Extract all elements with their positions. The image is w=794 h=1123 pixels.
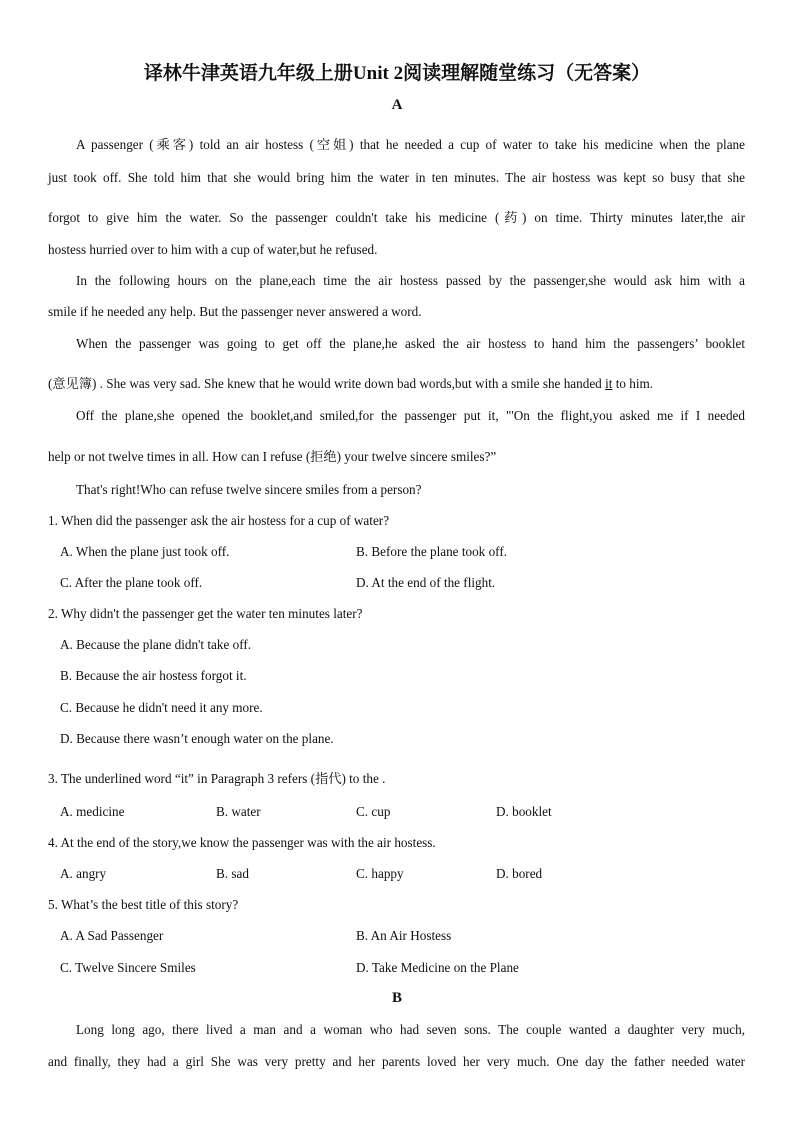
paragraph-line: forgot to give him the water. So the passenger couldn't take his medicine (药) on time. Thirty minutes later,the air (48, 210, 745, 225)
underlined-word-it: it (605, 376, 613, 391)
question-1-option-d: D. At the end of the flight. (356, 575, 496, 590)
question-4-option-a: A. angry (60, 866, 107, 881)
question-5-option-c: C. Twelve Sincere Smiles (60, 960, 196, 975)
question-3-option-c: C. cup (356, 804, 391, 819)
question-1-option-b: B. Before the plane took off. (356, 544, 508, 559)
question-5-option-a: A. A Sad Passenger (60, 928, 164, 943)
question-1-option-c: C. After the plane took off. (60, 575, 203, 590)
paragraph-line: In the following hours on the plane,each time the air hostess passed by the passenger,she would ask him with a (76, 273, 745, 288)
paragraph-line: hostess hurried over to him with a cup of water,but he refused. (48, 242, 378, 257)
question-5-option-d: D. Take Medicine on the Plane (356, 960, 519, 975)
question-2-option-c: C. Because he didn't need it any more. (60, 700, 263, 715)
question-4-option-d: D. bored (496, 866, 543, 881)
question-5-option-b: B. An Air Hostess (356, 928, 452, 943)
paragraph-line: help or not twelve times in all. How can I refuse (拒绝) your twelve sincere smiles?” (48, 449, 497, 464)
paragraph-line: Off the plane,she opened the booklet,and smiled,for the passenger put it, "'On the flight,you asked me if I needed (76, 408, 745, 423)
question-2-option-a: A. Because the plane didn't take off. (60, 637, 252, 652)
paragraph-line: Long long ago, there lived a man and a woman who had seven sons. The couple wanted a daughter very much, (76, 1022, 745, 1037)
question-3-option-b: B. water (216, 804, 261, 819)
paragraph-line: When the passenger was going to get off the plane,he asked the air hostess to hand him the passengers’ booklet (76, 336, 745, 351)
question-5-stem: 5. What’s the best title of this story? (48, 897, 239, 912)
paragraph-text: to him. (612, 376, 654, 391)
paragraph-text: (意见簿) . She was very sad. She knew that he would write down bad words,but with a smile she handed (48, 376, 606, 391)
paragraph-line: just took off. She told him that she would bring him the water in ten minutes. The air hostess was kept so busy that she (48, 170, 745, 185)
question-3-option-d: D. booklet (496, 804, 552, 819)
page-title: 译林牛津英语九年级上册Unit 2阅读理解随堂练习（无答案） (143, 63, 651, 84)
section-b-heading: B (391, 990, 402, 1006)
question-1-option-a: A. When the plane just took off. (60, 544, 230, 559)
question-1-stem: 1. When did the passenger ask the air hostess for a cup of water? (48, 513, 390, 528)
paragraph-line: and finally, they had a girl She was very pretty and her parents loved her very much. One day the father needed water (48, 1054, 745, 1069)
paragraph-line: A passenger (乘客) told an air hostess (空姐) that he needed a cup of water to take his medicine when the plane (76, 137, 745, 152)
question-4-stem: 4. At the end of the story,we know the passenger was with the air hostess. (48, 835, 436, 850)
paragraph-line: smile if he needed any help. But the passenger never answered a word. (48, 304, 422, 319)
question-2-option-d: D. Because there wasn’t enough water on the plane. (60, 731, 334, 746)
question-2-option-b: B. Because the air hostess forgot it. (60, 668, 247, 683)
question-4-option-c: C. happy (356, 866, 404, 881)
section-a-heading: A (391, 97, 403, 113)
question-4-option-b: B. sad (216, 866, 249, 881)
question-2-stem: 2. Why didn't the passenger get the water ten minutes later? (48, 606, 363, 621)
question-3-option-a: A. medicine (60, 804, 125, 819)
paragraph-line: That's right!Who can refuse twelve sincere smiles from a person? (76, 482, 422, 497)
paragraph-line (48, 373, 653, 392)
question-3-stem: 3. The underlined word “it” in Paragraph 3 refers (指代) to the . (48, 771, 386, 786)
